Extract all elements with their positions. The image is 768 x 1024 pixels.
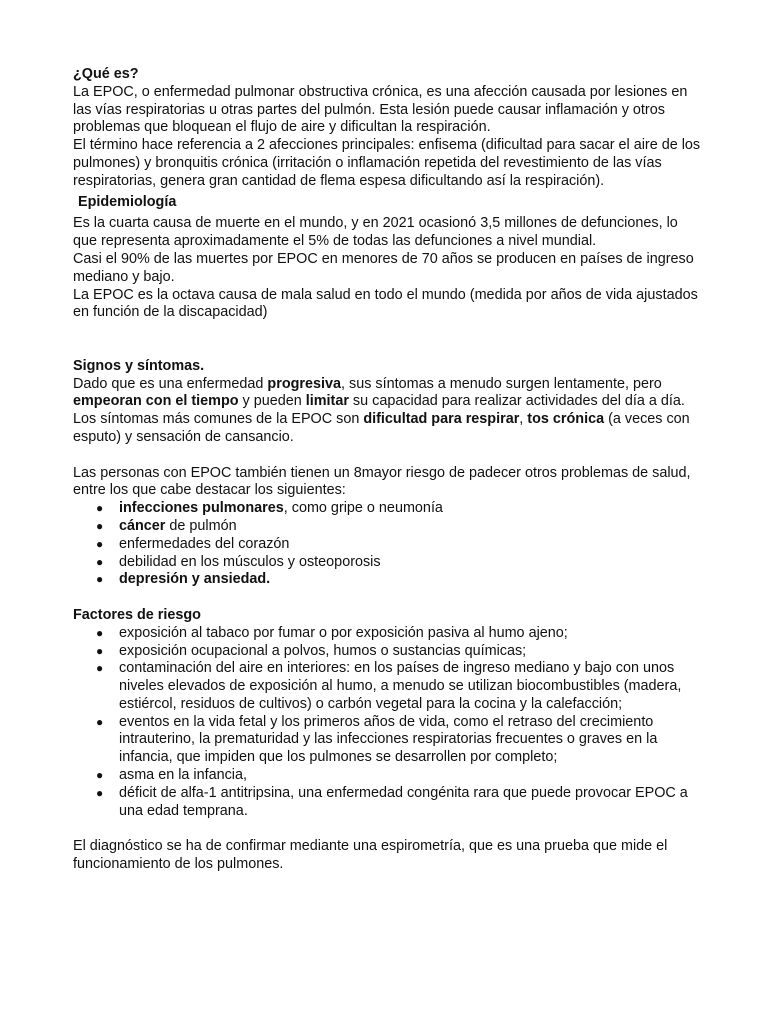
bold-text: limitar bbox=[305, 393, 349, 410]
text-span: su capacidad para realizar actividades del día a día. bbox=[348, 393, 685, 410]
list-item bbox=[73, 500, 703, 518]
spacer bbox=[73, 447, 703, 465]
bullet-icon: ● bbox=[96, 501, 104, 516]
bold-text: cáncer bbox=[119, 517, 166, 534]
bullet-icon: ● bbox=[96, 643, 104, 658]
health-problems-list bbox=[73, 500, 703, 589]
spacer bbox=[73, 322, 703, 358]
section-heading-signos: Signos y síntomas. bbox=[73, 357, 205, 374]
bullet-icon: ● bbox=[96, 554, 104, 569]
list-item bbox=[73, 643, 703, 661]
bold-text: progresiva bbox=[267, 375, 342, 392]
list-item bbox=[73, 554, 703, 572]
text-span: déficit de alfa-1 antitripsina, una enfermedad congénita rara que puede provocar EPOC a una edad temprana. bbox=[119, 784, 688, 819]
bold-text: tos crónica bbox=[527, 411, 605, 428]
text-span: asma en la infancia, bbox=[119, 767, 247, 784]
bold-text: dificultad para respirar bbox=[363, 411, 520, 428]
bullet-icon: ● bbox=[96, 768, 104, 783]
bold-text: empeoran con el tiempo bbox=[73, 393, 239, 410]
paragraph: Es la cuarta causa de muerte en el mundo, y en 2021 ocasionó 3,5 millones de defunciones, lo que representa aproximadamente el 5% de todas las defunciones a nivel mundial. bbox=[73, 215, 678, 250]
text-span: exposición al tabaco por fumar o por exposición pasiva al humo ajeno; bbox=[119, 624, 568, 641]
text-span: debilidad en los músculos y osteoporosis bbox=[119, 553, 381, 570]
spacer bbox=[73, 820, 703, 838]
document-page bbox=[73, 66, 703, 874]
list-item bbox=[73, 767, 703, 785]
bullet-icon: ● bbox=[96, 714, 104, 729]
list-item bbox=[73, 518, 703, 536]
list-item bbox=[73, 571, 703, 589]
text-span: (a veces con esputo) y sensación de cansancio. bbox=[73, 411, 690, 445]
bullet-icon: ● bbox=[96, 661, 104, 676]
list-item bbox=[73, 785, 703, 821]
text-span: , bbox=[519, 411, 528, 428]
list-item bbox=[73, 714, 703, 767]
risk-factors-list bbox=[73, 625, 703, 821]
paragraph-diagnostico: El diagnóstico se ha de confirmar mediante una espirometría, que es una prueba que mide el funcionamiento de los pulmones. bbox=[73, 838, 668, 873]
section-heading-epidemiologia: Epidemiología bbox=[78, 193, 177, 210]
text-span: , sus síntomas a menudo surgen lentamente, pero bbox=[341, 375, 662, 392]
text-span: exposición ocupacional a polvos, humos o sustancias químicas; bbox=[119, 642, 527, 659]
bold-text: infecciones pulmonares bbox=[119, 500, 284, 517]
text-span: eventos en la vida fetal y los primeros años de vida, como el retraso del crecimiento intrauterino, la prematuridad y las infecciones respiratorias frecuentes o graves en la infancia, que impiden que los pulmones se desarrollen por completo; bbox=[119, 713, 658, 766]
bullet-icon: ● bbox=[96, 625, 104, 640]
bullet-icon: ● bbox=[96, 536, 104, 551]
spacer bbox=[73, 589, 703, 607]
text-span: Dado que es una enfermedad bbox=[73, 375, 268, 392]
list-item bbox=[73, 625, 703, 643]
text-span: enfermedades del corazón bbox=[119, 535, 290, 552]
paragraph: La EPOC, o enfermedad pulmonar obstructiva crónica, es una afección causada por lesiones en las vías respiratorias u otras partes del pulmón. Esta lesión puede causar inflamación y otros problemas que bloquean el flujo de aire y dificultan la respiración. bbox=[73, 83, 688, 136]
text-span: Los síntomas más comunes de la EPOC son bbox=[73, 411, 364, 428]
paragraph: Las personas con EPOC también tienen un 8mayor riesgo de padecer otros problemas de salud, entre los que cabe destacar los siguientes: bbox=[73, 464, 691, 499]
paragraph bbox=[73, 411, 703, 447]
text-span: , como gripe o neumonía bbox=[283, 500, 443, 517]
text-span: y pueden bbox=[238, 393, 306, 410]
section-heading-que-es: ¿Qué es? bbox=[73, 66, 139, 82]
bold-text: depresión y ansiedad. bbox=[119, 571, 271, 588]
text-span: contaminación del aire en interiores: en los países de ingreso mediano y bajo con unos niveles elevados de exposición al humo, a menudo se utilizan biocombustibles (madera, estiércol, residuos de cultivos) o carbón vegetal para la cocina y la calefacción; bbox=[119, 660, 682, 712]
bullet-icon: ● bbox=[96, 518, 104, 533]
paragraph: El término hace referencia a 2 afecciones principales: enfisema (dificultad para sacar el aire de los pulmones) y bronquitis crónica (irritación o inflamación repetida del revestimiento de las vías respiratorias, genera gran cantidad de flema espesa dificultando así la respiración). bbox=[73, 137, 701, 189]
paragraph: La EPOC es la octava causa de mala salud en todo el mundo (medida por años de vida ajustados en función de la discapacidad) bbox=[73, 286, 698, 321]
list-item bbox=[73, 536, 703, 554]
bullet-icon: ● bbox=[96, 785, 104, 800]
paragraph bbox=[73, 376, 703, 412]
text-span: de pulmón bbox=[165, 517, 237, 534]
section-heading-factores: Factores de riesgo bbox=[73, 606, 201, 623]
paragraph: Casi el 90% de las muertes por EPOC en menores de 70 años se producen en países de ingreso mediano y bajo. bbox=[73, 250, 694, 285]
list-item bbox=[73, 660, 703, 713]
bullet-icon: ● bbox=[96, 572, 104, 587]
